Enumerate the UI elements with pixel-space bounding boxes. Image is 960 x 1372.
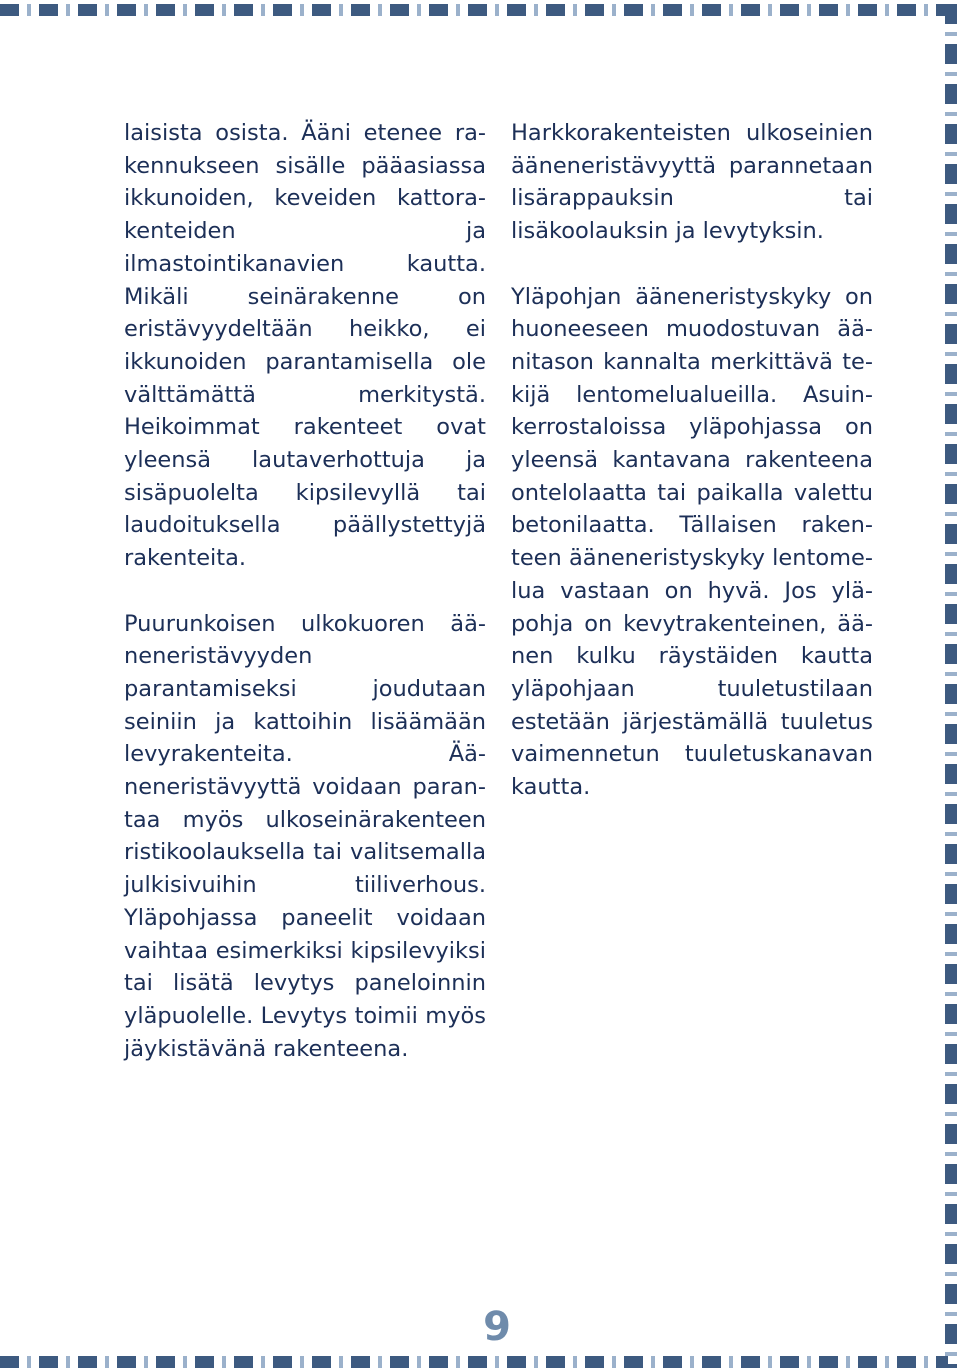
dashed-border-top <box>0 4 948 16</box>
right-text-column <box>511 117 873 836</box>
paragraph: laisista osista. Ääni etenee rakennukseen sisälle pääasiassa ikkunoiden, keveiden kattorakenteiden ja ilmastointikanavien kautta. Mikäli seinärakenne on eristävyydeltään heikko, ei ikkunoiden parantamisella ole välttämättä merkitystä. Heikoimmat rakenteet ovat yleensä lautaverhottuja ja sisäpuolelta kipsilevyllä tai laudoituksella päällystettyjä rakenteita. <box>124 120 486 572</box>
paragraph: Puurunkoisen ulkokuoren ääneneristävyyden parantamiseksi joudutaan seiniin ja kattoihin lisäämään levyrakenteita. Ääneneristävyyttä voidaan parantaa myös ulkoseinärakenteen ristikoolauksella tai valitsemalla julkisivuihin tiiliverhous. Yläpohjassa paneelit voidaan vaihtaa esimerkiksi kipsilevyiksi tai lisätä levytys paneloinnin yläpuolelle. Levytys toimii myös jäykistävänä rakenteena. <box>124 610 486 1062</box>
dashed-border-bottom <box>0 1356 948 1368</box>
page-number: 9 <box>483 1304 511 1350</box>
paragraph: Yläpohjan ääneneristyskyky on huoneeseen muodostuvan äänitason kannalta merkittävä tekijä lentomelualueilla. Asuinkerrostaloissa yläpohjassa on yleensä kantavana rakenteena ontelolaatta tai paikalla valettu betonilaatta. Tällaisen rakenteen ääneneristyskyky lentomelua vastaan on hyvä. Jos yläpohja on kevytrakenteinen, äänen kulku räystäiden kautta yläpohjaan tuuletustilaan estetään järjestämällä tuuletus vaimennetun tuuletuskanavan kautta. <box>511 283 873 801</box>
left-text-column <box>124 117 486 1098</box>
dashed-border-right <box>945 4 957 1368</box>
paragraph: Harkkorakenteisten ulkoseinien ääneneristävyyttä parannetaan lisärappauksin tai lisäkoolauksin ja levytyksin. <box>511 120 873 245</box>
